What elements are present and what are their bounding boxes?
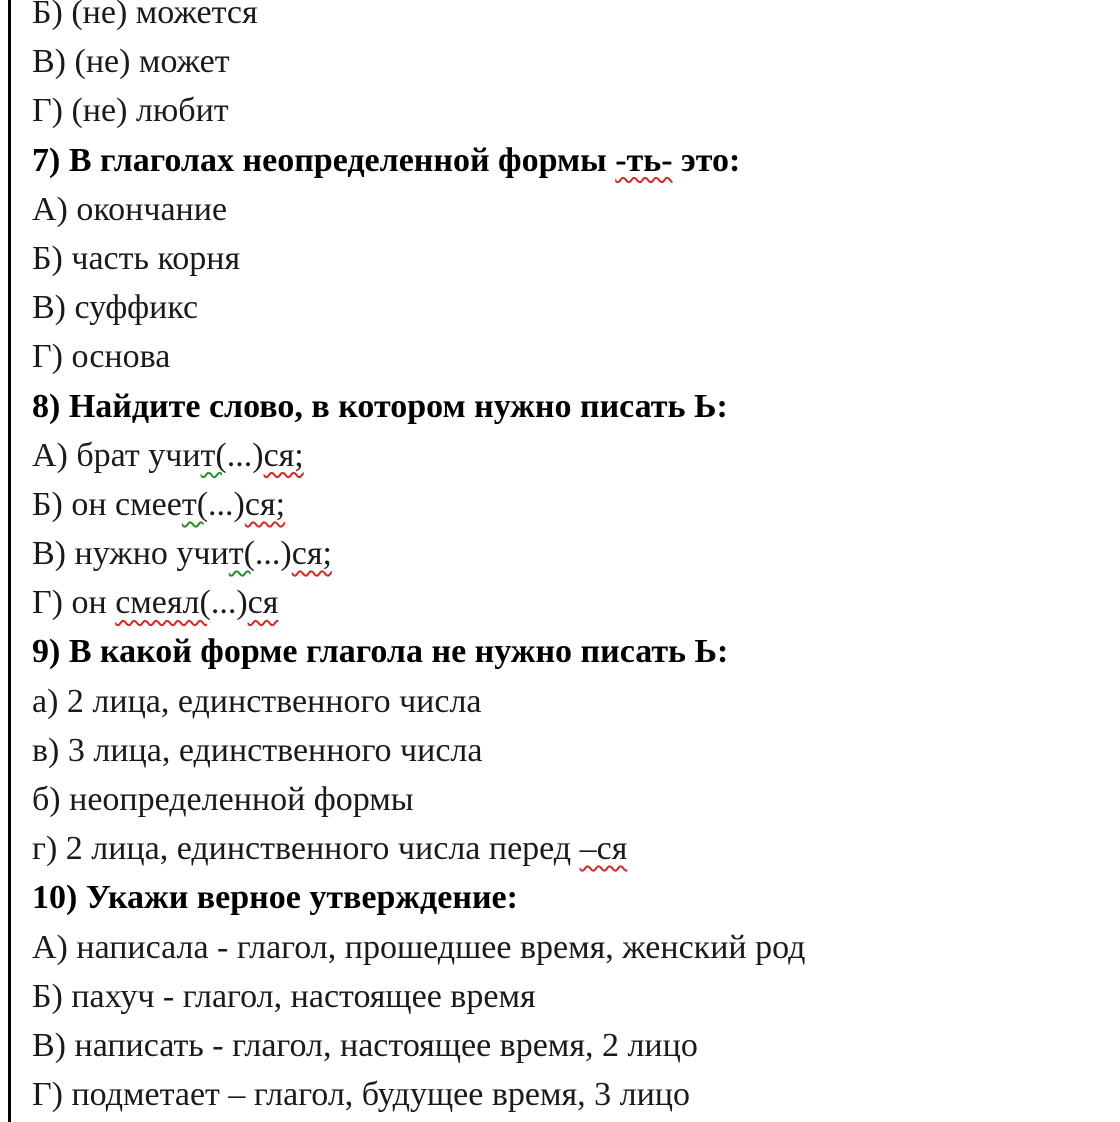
answer-option	[32, 726, 1102, 775]
line-text: Г) он	[32, 584, 116, 622]
spellcheck-underlined-text: ся	[247, 584, 279, 622]
line-text: 10) Укажи верное утверждение:	[32, 879, 518, 917]
grammar-underlined-text: т(	[200, 436, 227, 474]
line-text: ...)	[226, 436, 264, 474]
line-text: 7) В глаголах неопределенной формы	[32, 141, 616, 179]
answer-option	[32, 37, 1102, 86]
line-text: А) написала - глагол, прошедшее время, женский род	[32, 928, 806, 966]
question-heading	[32, 382, 1102, 431]
answer-option	[32, 283, 1102, 332]
line-text: Г) (не) любит	[32, 92, 229, 130]
quiz-content	[32, 0, 1102, 1119]
spellcheck-underlined-text: ся;	[244, 485, 286, 523]
line-text: Б) (не) может	[32, 0, 227, 31]
answer-option	[32, 431, 1102, 480]
answer-option	[32, 923, 1102, 972]
line-text: Г) основа	[32, 338, 171, 376]
line-text: А) окончание	[32, 190, 228, 228]
line-text: 9) В какой форме глагола не нужно писать Ь:	[32, 633, 729, 671]
line-text: ...)	[254, 535, 292, 573]
spellcheck-underlined-text: ся;	[263, 436, 304, 474]
line-text: Б) пахуч - глагол, настоящее время	[32, 977, 536, 1015]
answer-option	[32, 677, 1102, 726]
line-text: в) 3 лица, единственного числа	[32, 731, 483, 769]
question-heading	[32, 627, 1102, 676]
line-text: это:	[672, 141, 741, 179]
answer-option	[32, 578, 1102, 627]
grammar-underlined-text: т(	[181, 485, 209, 523]
answer-option	[32, 185, 1102, 234]
answer-option	[32, 0, 1102, 37]
line-text: 8) Найдите слово, в котором нужно писать Ь:	[32, 387, 728, 425]
answer-option	[32, 824, 1102, 873]
table-left-border	[8, 0, 11, 1122]
spellcheck-underlined-text: –ся	[579, 830, 628, 868]
line-text: ...)	[208, 485, 245, 523]
line-text: г) 2 лица, единственного числа перед	[32, 830, 580, 868]
answer-option	[32, 529, 1102, 578]
line-text: б) неопределенной формы	[32, 781, 414, 818]
line-text: В) нужно учи	[32, 535, 229, 573]
spellcheck-underlined-text: -ть-	[615, 141, 673, 179]
answer-option	[32, 480, 1102, 529]
line-text: Б) он смее	[32, 485, 182, 523]
answer-option	[32, 1021, 1102, 1070]
question-heading	[32, 873, 1102, 922]
line-text: а) 2 лица, единственного числа	[32, 682, 482, 720]
answer-option	[32, 1070, 1102, 1119]
line-text: В) написать - глагол, настоящее время, 2 лицо	[32, 1026, 698, 1064]
line-text: Б) часть корня	[32, 239, 241, 277]
grammar-underlined-text: т(	[228, 535, 255, 573]
line-text: А) брат учи	[32, 436, 201, 474]
line-text: ся	[226, 0, 258, 31]
question-heading	[32, 136, 1102, 185]
line-text: В) (не) может	[32, 43, 230, 81]
answer-option	[32, 86, 1102, 135]
spellcheck-underlined-text: ся;	[291, 535, 332, 573]
line-text: Г) подметает – глагол, будущее время, 3 лицо	[32, 1076, 690, 1114]
answer-option	[32, 332, 1102, 381]
spellcheck-underlined-text: смеял(	[115, 584, 211, 622]
line-text: ...)	[210, 584, 248, 622]
answer-option	[32, 775, 1102, 824]
answer-option	[32, 972, 1102, 1021]
line-text: В) суффикс	[32, 289, 199, 327]
answer-option	[32, 234, 1102, 283]
